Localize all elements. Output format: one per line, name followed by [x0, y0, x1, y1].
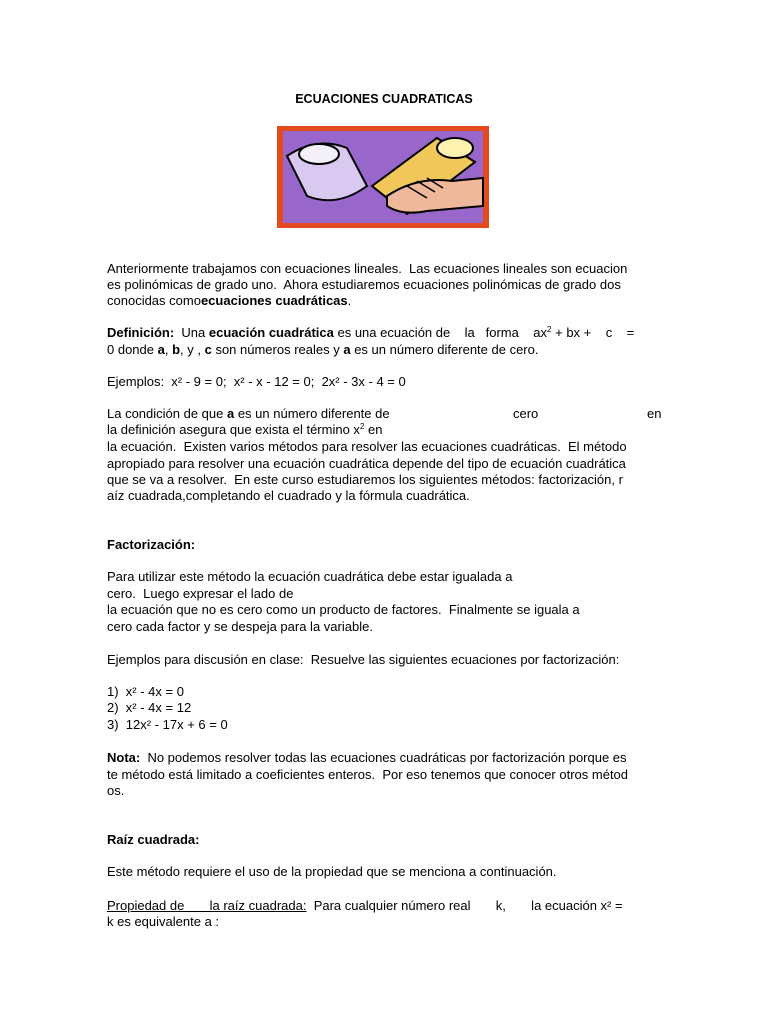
nota-label: Nota:	[107, 750, 141, 765]
coef-b: b	[172, 342, 181, 357]
nota-line-2: te método está limitado a coeficientes enteros. Por eso tenemos que conocer otros métod	[107, 767, 629, 782]
coef-c: c	[204, 342, 212, 357]
definition-term: ecuación cuadrática	[208, 325, 334, 340]
factorizacion-item-1: 1) x² - 4x = 0	[107, 684, 184, 699]
condition-l2-end: en	[364, 422, 383, 437]
condition-line-1	[107, 406, 661, 422]
definition-l2b: son números reales y	[211, 342, 344, 357]
definition-comma-1: ,	[164, 342, 173, 357]
definition-text-1: Una	[174, 325, 209, 340]
condition-en: en	[647, 406, 662, 421]
definition-exponent: 2	[547, 325, 552, 334]
condition-a: a	[226, 406, 235, 421]
condition-line-4: apropiado para resolver una ecuación cuadrática depende del tipo de ecuación cuadrática	[107, 456, 626, 471]
definition-text-2: es una ecuación de la forma ax	[333, 325, 548, 340]
condition-cero: cero	[513, 406, 539, 421]
coef-a-2: a	[343, 342, 351, 357]
intro-line-2: es polinómicas de grado uno. Ahora estudiaremos ecuaciones polinómicas de grado dos	[107, 277, 621, 292]
intro-period: .	[347, 293, 352, 308]
condition-line-6: aíz cuadrada,completando el cuadrado y la fórmula cuadrática.	[107, 488, 470, 503]
definition-line-2	[107, 342, 538, 358]
factorizacion-item-3: 3) 12x² - 17x + 6 = 0	[107, 717, 228, 732]
intro-text: conocidas como	[107, 293, 201, 308]
coef-a: a	[157, 342, 165, 357]
definition-text-3: + bx + c =	[551, 325, 635, 340]
condition-l1b: es un número diferente de	[234, 406, 390, 421]
definition-line-1	[107, 325, 634, 341]
factorizacion-line-3: la ecuación que no es cero como un producto de factores. Finalmente se iguala a	[107, 602, 580, 617]
condition-line-3: la ecuación. Existen varios métodos para resolver las ecuaciones cuadráticas. El método	[107, 439, 627, 454]
condition-line-2	[107, 422, 382, 438]
eraser-hand-clipart-icon	[277, 126, 489, 228]
raiz-property-text: Para cualquier número real k, la ecuación x² =	[306, 898, 623, 913]
intro-line-1: Anteriormente trabajamos con ecuaciones lineales. Las ecuaciones lineales son ecuacion	[107, 261, 628, 276]
page-title: ECUACIONES CUADRATICAS	[295, 92, 473, 106]
raiz-property-line-1	[107, 898, 623, 914]
factorizacion-line-1: Para utilizar este método la ecuación cuadrática debe estar igualada a	[107, 569, 513, 584]
examples-line: Ejemplos: x² - 9 = 0; x² - x - 12 = 0; 2x² - 3x - 4 = 0	[107, 374, 406, 389]
condition-exponent: 2	[359, 422, 365, 431]
factorizacion-item-2: 2) x² - 4x = 12	[107, 700, 192, 715]
raiz-heading: Raíz cuadrada:	[107, 832, 200, 847]
intro-term: ecuaciones cuadráticas	[200, 293, 348, 308]
factorizacion-examples-intro: Ejemplos para discusión en clase: Resuelve las siguientes ecuaciones por factorización:	[107, 652, 620, 667]
nota-line-1	[107, 750, 627, 766]
definition-l2c: es un número diferente de cero.	[350, 342, 539, 357]
raiz-property-label: Propiedad de la raíz cuadrada:	[107, 898, 307, 913]
intro-line-3	[107, 293, 351, 309]
factorizacion-line-4: cero cada factor y se despeja para la variable.	[107, 619, 373, 634]
condition-l2: la definición asegura que exista el término x	[107, 422, 360, 437]
factorizacion-line-2: cero. Luego expresar el lado de	[107, 586, 294, 601]
raiz-intro: Este método requiere el uso de la propiedad que se menciona a continuación.	[107, 864, 557, 879]
nota-line-3: os.	[107, 783, 125, 798]
nota-text: No podemos resolver todas las ecuaciones cuadráticas por factorización porque es	[140, 750, 627, 765]
definition-comma-2: , y ,	[180, 342, 205, 357]
definition-l2a: 0 donde	[107, 342, 158, 357]
raiz-property-line-2: k es equivalente a :	[107, 914, 220, 929]
definition-label: Definición:	[107, 325, 175, 340]
condition-line-5: que se va a resolver. En este curso estudiaremos los siguientes métodos: factorización, r	[107, 472, 623, 487]
factorizacion-heading: Factorización:	[107, 537, 196, 552]
condition-l1a: La condición de que	[107, 406, 227, 421]
